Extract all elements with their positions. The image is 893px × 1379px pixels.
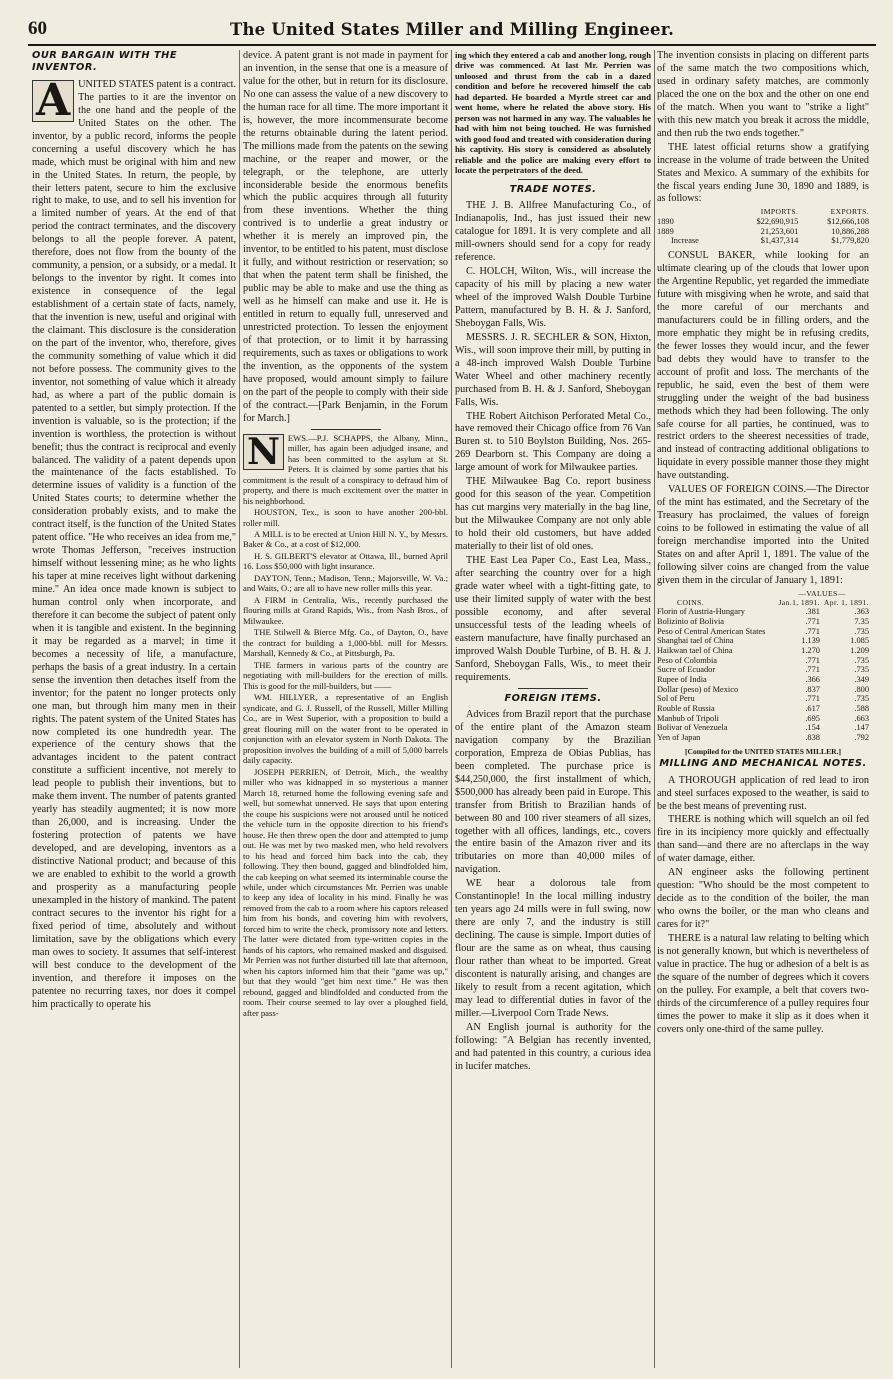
table-row: Sol of Peru .771 .735 <box>657 694 869 704</box>
trade-note: THE Robert Aitchison Perforated Metal Co., have removed their Chicago office from 76 Van Buren st. to 510 Boylston Building, Nos. 265-269 Dearborn st. This Company are doing a large amount of work for Milwaukee parties. <box>455 410 651 474</box>
section-separator <box>311 429 381 430</box>
column-3 <box>455 50 651 1368</box>
milling-note: THERE is a natural law relating to belting which is not generally known, but which is nevertheless of value in practice. The hug or adhesion of a belt is as the square of the number of degrees which it covers on the pulley. For example, a belt that covers two-thirds of the circumference of a pulley requires four times the power to make it slip as it does when it covers only one-third of the same pulley. <box>657 933 869 1035</box>
article-paragraph: VALUES OF FOREIGN COINS.—The Director of the mint has estimated, and the Secretary of the Treasury has proclaimed, the values of foreign coins to be followed in estimating the value of all foreign merchandise imported into the United States on and after April 1, 1891. The value of the following silver coins are changed from the value given them in the circular of January 1, 1891: <box>657 484 869 586</box>
milling-note: A THOROUGH application of red lead to iron and steel surfaces exposed to the weather, is said to be the best means of preventing rust. <box>657 774 869 812</box>
table-header: EXPORTS. <box>830 207 869 217</box>
table-row: Dollar (peso) of Mexico .837 .800 <box>657 684 869 694</box>
foreign-item: WE hear a dolorous tale from Constantinople! In the local milling industry ten years ago 24 mills were in full swing, now there are only 7, and the industry is still declining. The cause is simple. Import duties of flour are the same as on wheat, thus causing flour rather than wheat to be imported. Great discontent is naturally arising, and changes are likely to result from a recent agitation, which may lead to differential duties in favor of the miller.—Liverpool Corn Trade News. <box>455 878 651 1019</box>
table-header: Apr. 1, 1891. <box>823 597 869 607</box>
table-row: Yen of Japan .838 .792 <box>657 732 869 742</box>
news-text: EWS.—P.J. SCHAPPS, the Albany, Minn., miller, has again been adjudged insane, and has been committed to the asylum at St. Peters. It is claimed by some parties that his commitment is the result of a conspiracy to defraud him of property, and there is much excitement over the matter in his neighborhood. <box>243 432 448 506</box>
news-item: JOSEPH PERRIEN, of Detroit, Mich., the wealthy miller who was kidnapped in so mysterious a manner March 18, returned home the following evening safe and well, but somewhat unnerved. He says that upon entering the coupe his suspicions were not aroused until he noticed the vehicle turn in the opposite direction to his friend's house. He then threw open the door and attempted to jump out. He was met by two masked men, who held revolvers to his head and forced him back into the cab, they following. They then bound, gagged and blindfolded him, the cab keeping on what seemed its interminable course the while, under which circumstances Mr. Perrien was unable to keep any idea of locality in his mind. Finally he was removed from the cab to a room where his captors released him from his bonds, and covering him with revolvers, forced him to write the check, promissory note and letters. The latter were dictated from type-written copies in the hands of his captors, who remained masked and disguised. Mr Perrien was not further disturbed till late that afternoon, when his captors informed him that their "game was up," but that they would "get him next time." He was then rebound, gagged and blindfolded and conducted from the room. Their course seemed to lay over a ploughed field, after pass- <box>243 766 448 1018</box>
table-header: Jan.1, 1891. <box>778 597 820 607</box>
section-separator <box>518 179 588 180</box>
page-header <box>0 0 893 44</box>
compiled-note: [Compiled for the UNITED STATES MILLER.] <box>684 746 842 756</box>
milling-notes-heading: MILLING AND MECHANICAL NOTES. <box>659 758 867 770</box>
column-divider-1 <box>239 50 240 1368</box>
news-paragraph <box>243 430 448 506</box>
news-item: THE Stilwell & Bierce Mfg. Co., of Dayton, O., have the contract for building a 1,000-bbl. mill for Messrs. Marshall, Kennedy & Co., at Pittsburgh, Pa. <box>243 627 448 659</box>
column-divider-3 <box>654 50 655 1368</box>
article-text: UNITED STATES patent is a contract. The parties to it are the inventor on the one hand and the people of the United States on the other. The inventor, by a public record, informs the people concerning a useful discovery which he has made, which must be original with him and new in the United States. In return, the people, by their letters patent, secure to him the exclusive right to make, to use, and to sell his invention for a limited number of years. At the end of that period the contract terminates, and the discovery belongs to all the people forever. A patent, therefore, does not flow from the bounty of the community, a pension, or a subsidy, or a medal. It belongs to the inventor by right. It comes into existence in consequence of the legal establishment of a certain state of facts, namely, that the invention is new, useful and original with the claimant. This disclosure is the consideration on the part of the inventor, who, therefore, gives the community something of value which it did not before possess. The community gives to the inventor, not something of value which it already had, as where a part of the public domain is patented to a settler, but simply protection. If the invention is valuable, so is the protection; if the invention is worthless, the protection is without benefit; thus the contract is reciprocal and evenly balanced. The validity of a patent depends upon the maintenance of the facts established. To determine issues of validity is a function of the United States courts; to determine whether the consideration probably exists, and to make the contract itself, is the function of the United States patent office. "He who receives an idea from me," wrote Thomas Jefferson, "receives instruction himself without lessening mine; as he who lights his taper at mine receives light without darkening mine." An idea once made known is subject to human control only when incorporate, and therefore it can become the subject of patent only when it is tangible and existent. In the beginning it may be regarded as a marvel; in time it becomes a necessity of life, a manufacture, perhaps the basis of a great industry. In a certain sense the invention then detaches itself from the inventor; for the patent no longer protects only one man, but through him many men in their rights. The patent system of the United States has now completed its one hundredth year. The experience of the century shows that the advantages incident to the patent contract constitute a sufficient incentive, not merely to lead people to publish their inventions, but to make them invent. The number of patents granted yearly has steadily augmented; it is now more than 26,000, and is increasing. Under the fostering protection of patents we have developed, and are developing, inventors as a distinctive National product; and because of this we are enabled to exhibit to the world a growth and prosperity as a manufacturing people unexampled in the history of mankind. The patent contract secures to the inventor his right for a fixed period of time, absolutely and without limitation, save by the obligations which every man owes to society. It assumes that self-interest will best conduce to the development of the invention, and therefore it imposes on the patentee no recurring taxes, nor does it compel him practically to operate his <box>32 78 236 1010</box>
table-row: 1889 21,253,601 10,886,288 <box>657 226 869 236</box>
header-rule <box>28 44 876 46</box>
table-header <box>657 208 728 217</box>
page-number: 60 <box>28 18 47 39</box>
table-group-header: —VALUES— <box>798 588 846 598</box>
article-paragraph: The invention consists in placing on different parts of the same match the two compositions which, used in ordinary safety matches, are commonly placed the one on the box and the other on one end of the match. When you want to "strike a light" with this new match you break it across the middle, and then rub the two ends together." <box>657 50 869 139</box>
foreign-item: AN English journal is authority for the following: "A Belgian has recently invented, and had patented in this country, a curious idea in lucifer matches. <box>455 1021 651 1072</box>
dropcap-n: N <box>243 434 284 470</box>
article-paragraph: THE latest official returns show a gratifying increase in the volume of trade between the United States and Mexico. A summary of the exhibits for the fiscal years ending June 30, 1890 and 1889, is as follows: <box>657 141 869 205</box>
table-row: Peso of Central American States .771 .735 <box>657 626 869 636</box>
table-row: Florin of Austria-Hungary .381 .363 <box>657 607 869 617</box>
table-row: 1890 $22,690,915 $12,666,108 <box>657 217 869 227</box>
table-row: Increase $1,437,314 $1,779,820 <box>671 236 869 246</box>
article-paragraph: device. A patent grant is not made in payment for an invention, in the sense that one is a measure of value for the other, but in return for its disclosure. No one can assess the value of a new discovery to the human race for all time. The more important it is, however, the more incommensurate become the returns obtainable during the latent period. The millions made from the patents on the sewing machine, or the reaper and mower, or the telegraph, or the telephone, are utterly inconsiderable beside the enormous benefits which the public acquires through all futurity from these inventions. Whether the thing contrived is to underlie a great industry or whether it is merely an improved pin, the inventor, to be entitled to his patent, must disclose it fully, and without restriction or reservation; so that when the patent term shall be finished, the public may be able to make and use the thing as well as he himself can make and use it. He is entitled in return to equally full, unreserved and unrestricted protection. To lessen the enjoyment of that protection, or to limit it by harrassing requirements, such as taxes or obligations to work the invention, as the opponents of the system have proposed, would amount simply to failure on the part of the people to comply with their side of the contract.—[Park Benjamin, in the Forum for March.] <box>243 50 448 424</box>
table-row: Bolizinio of Bolivia .771 7.35 <box>657 617 869 626</box>
article-paragraph <box>32 74 236 1012</box>
column-divider-2 <box>451 50 452 1368</box>
trade-note: THE Milwaukee Bag Co. report business good for this season of the year. Competition has cut margins very materially in the bag line, but the Milwaukee Company are not only able to hold their old customers, but have added materially to their list of old ones. <box>455 476 651 553</box>
trade-notes-heading: TRADE NOTES. <box>509 183 597 195</box>
news-item: A MILL is to be erected at Union Hill N. Y., by Messrs. Baker & Co., at a cost of $12,000. <box>243 529 448 550</box>
trade-note: MESSRS. J. R. SECHLER & SON, Hixton, Wis., will soon improve their mill, by putting in a 48-inch improved Walsh Double Turbine Water Wheel and other machinery recently purchased from B. H. & J. Sanford, Sheboygan Falls, Wis. <box>455 331 651 408</box>
news-item: THE farmers in various parts of the country are negotiating with mill-builders for the erection of mills. This is good for the mill-builders, but —— <box>243 659 448 691</box>
table-row: Peso of Colombia .771 .735 <box>657 655 869 665</box>
news-item: HOUSTON, Tex., is soon to have another 200-bbl. roller mill. <box>243 507 448 528</box>
dropcap-a: A <box>32 80 74 122</box>
trade-note: C. HOLCH, Wilton, Wis., will increase the capacity of his mill by placing a new water wheel of the improved Walsh Double Turbine Pattern, manufactured by B. H. & J. Sanford, Sheboygan Falls, Wis. <box>455 266 651 329</box>
news-item: A FIRM in Centralia, Wis., recently purchased the flouring mills at Grand Rapids, Wis., from Nash Bros., of Milwaukee. <box>243 594 448 626</box>
table-row: Bolivar of Venezuela .154 .147 <box>657 723 869 733</box>
news-item: WM. HILLYER, a representative of an English syndicate, and G. J. Russell, of the Russell, Miller Milling Co., are in West Superior, with a proposition to build a great flouring mill on the water front to be operated in conjunction with an elevator system in North Dakota. The proposition involves the building of a mill of 5,000 barrels daily capacity. <box>243 692 448 766</box>
column-4 <box>657 50 869 1368</box>
table-row: Shanghai tael of China 1.139 1.085 <box>657 636 869 646</box>
article-heading-inventor: OUR BARGAIN WITH THE INVENTOR. <box>32 50 178 74</box>
table-row: Sucre of Ecuador .771 .735 <box>657 665 869 675</box>
article-paragraph: CONSUL BAKER, while looking for an ultimate clearing up of the clouds that lower upon the Argentine Republic, yet regarded the immediate future with misgiving when he wrote, and said that the more careful of our merchants and manufacturers could be in filling orders, and the more emphatic they might be in refusing credits, the fewer losses they would incur, and the fewer bad debts they would have to transfer to the account of profit and loss. The merchants of the republic, he said, even the best of them were struggling under the weight of the bad business methods which they had been following. The only safe course for all parties, he continued, was to restrict orders to the sheerest necessities of trade, and instead of contracting additional obligations to liquidate in every possible manner those they might have outstanding. <box>657 250 869 482</box>
news-continuation: ing which they entered a cab and another long, rough drive was commenced. At last Mr. Perrien was unloosed and thrust from the cab in a dazed condition and before he recovered himself the cab had departed. He boarded a Myrtle street car and went home, where he related the above story. His person was not harmed in any way. The valuables he had with him not being touched. He was furnished with good food and treated with consideration during his captivity. His story is considered as absolutely reliable and the police are making every effort to locate the perpetrators of the deed. <box>455 50 651 176</box>
milling-note: AN engineer asks the following pertinent question: "Who should be the most competent to decide as to the condition of the boiler, the man who owns the boiler, or the man who cleans and cares for it?" <box>657 867 869 931</box>
news-item: DAYTON, Tenn.; Madison, Tenn.; Majorsville, W. Va.; and Waits, O.; are all to have new roller mills this year. <box>243 572 448 594</box>
column-2 <box>243 50 448 1368</box>
coin-table <box>657 590 869 743</box>
table-row: Haikwan tael of China 1.270 1.209 <box>657 645 869 655</box>
table-row: Rupee of India .366 .349 <box>657 674 869 684</box>
column-1 <box>32 50 236 1368</box>
foreign-item: Advices from Brazil report that the purchase of the entire plant of the Amazon steam navigation company by the Brazilian corporation, Empreza de Obias Publias, has been completed. The purchase price is $44,250,000, the first installment of which, $500,000 has already been paid in Europe. This transfer from British to Brazilian hands of between 80 and 100 river steamers of all sizes, together with all offices, landings, etc., covers the entire basin of the Amazon river and its tributaries on more than 40,000 miles of navigation. <box>455 708 651 876</box>
table-row: Rouble of Russia .617 .588 <box>657 703 869 713</box>
table-header: IMPORTS. <box>760 207 799 217</box>
section-separator <box>518 688 588 689</box>
publication-title: The United States Miller and Milling Engineer. <box>230 20 675 39</box>
table-header: COINS. <box>677 597 705 607</box>
foreign-items-heading: FOREIGN ITEMS. <box>504 692 602 704</box>
trade-note: THE J. B. Allfree Manufacturing Co., of Indianapolis, Ind., has just issued their new catalogue for 1891. It is very complete and all mill-owners should send for a copy for ready reference. <box>455 200 651 264</box>
trade-table <box>657 208 869 246</box>
table-row: Manbub of Tripoli .695 .663 <box>657 713 869 723</box>
trade-note: THE East Lea Paper Co., East Lea, Mass., after searching the country over for a high grade water wheel with a tight-fitting gate, to use their limited supply of water with the best possible economy, and after several unsuccessful tests of the leading wheels of eastern manufacture, have finally purchased an improved Walsh Double Turbine, of B. H. & J. Sanford, Sheboygan Falls, Wis., to meet their requirements. <box>455 554 651 683</box>
milling-note: THERE is nothing which will squelch an oil fed fire in its incipiency more quickly and effectually than sand—and there are no afterclaps in the way of water damage, either. <box>657 814 869 865</box>
news-item: H. S. GILBERT'S elevator at Ottawa, Ill., burned April 16. Loss $50,000 with light insurance. <box>243 550 448 572</box>
